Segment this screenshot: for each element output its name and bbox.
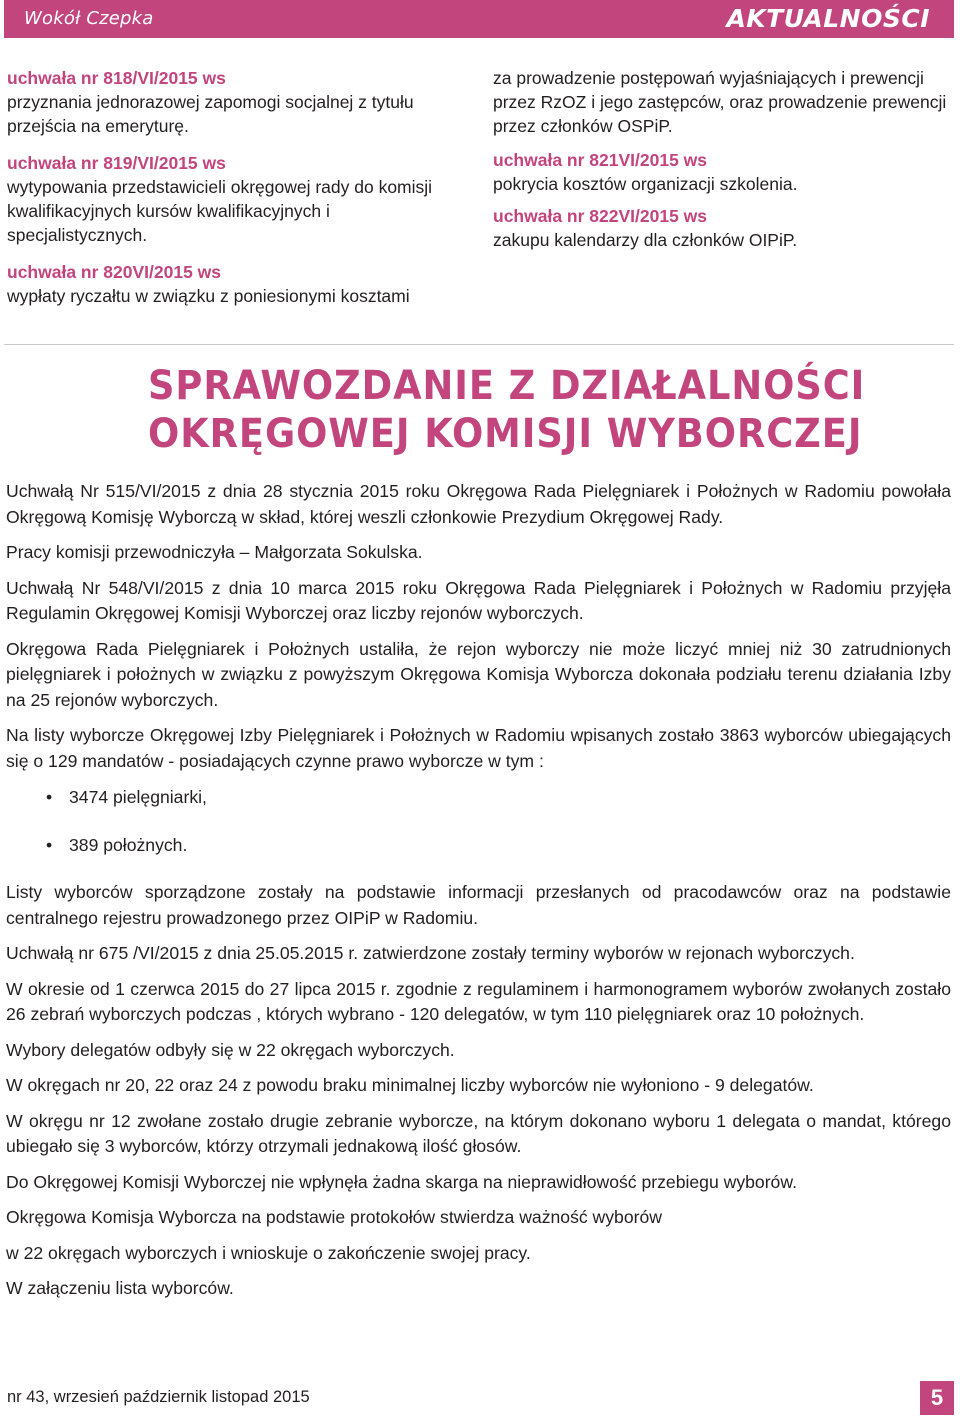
article-body [6, 479, 951, 1312]
resolution-number: uchwała nr 819/VI/2015 ws [7, 153, 226, 173]
article-paragraph: Uchwałą Nr 548/VI/2015 z dnia 10 marca 2015 roku Okręgowa Rada Pielęgniarek i Położnych w Radomiu przyjęła Regulamin Okręgowej Komisji Wyborczej oraz liczby rejonów wyborczych. [6, 577, 951, 623]
list-item-text: 3474 pielęgniarki, [69, 787, 207, 807]
article-paragraph: Listy wyborców sporządzone zostały na podstawie informacji przesłanych od pracodawców oraz na podstawie centralnego rejestru prowadzonego przez OIPiP w Radomiu. [6, 882, 951, 928]
issue-info: nr 43, wrzesień październik listopad 2015 [7, 1388, 310, 1406]
article-title-line: SPRAWOZDANIE Z DZIAŁALNOŚCI [148, 363, 866, 409]
resolution-description: pokrycia kosztów organizacji szkolenia. [493, 174, 798, 194]
article-paragraph: W okręgu nr 12 zwołane zostało drugie zebranie wyborcze, na którym dokonano wyboru 1 delegata o mandat, którego ubiegało się 3 wyborców, którzy otrzymali jednakową ilość głosów. [6, 1110, 951, 1156]
resolution-number: uchwała nr 818/VI/2015 ws [7, 68, 226, 88]
magazine-name: Wokół Czepka [24, 8, 154, 29]
article-title-line: OKRĘGOWEJ KOMISJI WYBORCZEJ [148, 411, 863, 457]
article-paragraph: Na listy wyborcze Okręgowej Izby Pielęgniarek i Położnych w Radomiu wpisanych zostało 3863 wyborców ubiegających się o 129 mandatów - posiadających czynne prawo wyborcze w tym : [6, 725, 951, 771]
article-paragraph: W okręgach nr 20, 22 oraz 24 z powodu braku minimalnej liczby wyborców nie wyłoniono - 9 delegatów. [6, 1075, 814, 1095]
resolution-number: uchwała nr 820VI/2015 ws [7, 262, 222, 282]
section-name: AKTUALNOŚCI [726, 4, 930, 33]
article-paragraph: Okręgowa Rada Pielęgniarek i Położnych ustaliła, że rejon wyborczy nie może liczyć mniej niż 30 zatrudnionych pielęgniarek i położnych w związku z powyższym Okręgowa Komisja Wyborcza dokonała podziału terenu działania Izby na 25 rejonów wyborczych. [6, 638, 951, 710]
article-paragraph: Wybory delegatów odbyły się w 22 okręgach wyborczych. [6, 1039, 455, 1060]
article-paragraph: Do Okręgowej Komisji Wyborczej nie wpłynęła żadna skarga na nieprawidłowość przebiegu wyborów. [6, 1171, 797, 1192]
list-item [6, 784, 951, 810]
resolution-number: uchwała nr 822VI/2015 ws [493, 206, 708, 226]
resolution-entry [7, 260, 467, 308]
article-paragraph: Pracy komisji przewodniczyła – Małgorzata Sokulska. [6, 542, 423, 562]
voter-breakdown-list [6, 784, 951, 858]
right-column [493, 66, 953, 265]
article-paragraph: W załączeniu lista wyborców. [6, 1278, 234, 1298]
resolution-description: przyznania jednorazowej zapomogi socjalnej z tytułu przejścia na emeryturę. [7, 92, 414, 136]
resolution-description: wytypowania przedstawicieli okręgowej rady do komisji kwalifikacyjnych kursów kwalifikacyjnych i specjalistycznych. [7, 177, 433, 245]
bullet-icon: • [46, 787, 53, 807]
resolution-entry [7, 151, 467, 247]
resolution-description: zakupu kalendarzy dla członków OIPiP. [493, 230, 798, 250]
list-item [6, 832, 951, 858]
article-paragraph: w 22 okręgach wyborczych i wnioskuje o zakończenie swojej pracy. [6, 1242, 531, 1263]
article-title [148, 362, 866, 458]
resolution-entry [7, 66, 467, 138]
list-item-text: 389 położnych. [69, 835, 188, 855]
article-paragraph: W okresie od 1 czerwca 2015 do 27 lipca 2015 r. zgodnie z regulaminem i harmonogramem wyborów zwołanych zostało 26 zebrań wyborczych podczas , których wybrano - 120 delegatów, w tym 110 pielęgniarek oraz 10 położnych. [6, 978, 951, 1024]
resolution-continuation: za prowadzenie postępowań wyjaśniających i prewencji przez RzOZ i jego zastępców, oraz prowadzenie prewencji przez członków OSPiP. [493, 68, 947, 136]
left-column [7, 66, 467, 321]
section-divider [4, 344, 954, 345]
resolution-entry [493, 204, 953, 252]
bullet-icon: • [46, 835, 53, 855]
resolution-number: uchwała nr 821VI/2015 ws [493, 150, 708, 170]
resolution-description: wypłaty ryczałtu w związku z poniesionymi kosztami [7, 286, 410, 306]
article-paragraph: Okręgowa Komisja Wyborcza na podstawie protokołów stwierdza ważność wyborów [6, 1207, 662, 1227]
resolution-entry [493, 148, 953, 196]
article-paragraph: Uchwałą nr 675 /VI/2015 z dnia 25.05.2015 r. zatwierdzone zostały terminy wyborów w rejonach wyborczych. [6, 943, 855, 963]
page-number: 5 [920, 1381, 954, 1415]
page-header [4, 0, 954, 38]
article-paragraph: Uchwałą Nr 515/VI/2015 z dnia 28 stycznia 2015 roku Okręgowa Rada Pielęgniarek i Położnych w Radomiu powołała Okręgową Komisję Wyborczą w skład, której weszli członkowie Prezydium Okręgowej Rady. [6, 481, 951, 527]
